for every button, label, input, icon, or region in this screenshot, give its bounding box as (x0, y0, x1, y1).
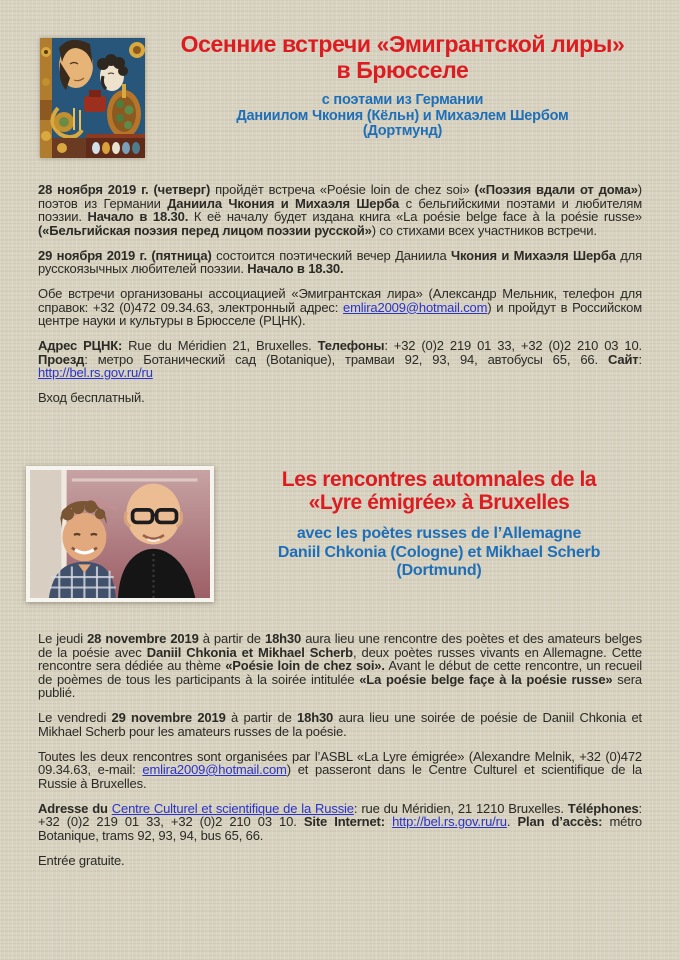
bold-text: Чкония и Михаэля Шерба (451, 247, 616, 263)
russian-subtitle-line3: (Дортмунд) (362, 123, 443, 139)
paragraph-fr-event-2 (38, 711, 642, 738)
text: à partir de (225, 710, 298, 725)
bold-text: Начало в 18.30. (247, 261, 344, 276)
paragraph-ru-organizers (38, 287, 642, 328)
text: aura lieu une rencontre des poètes et des amateurs belges de la poésie avec (38, 631, 642, 660)
russian-subtitle-line2: Даниилом Чкония (Кёльн) и Михаэлем Шербом (236, 107, 569, 124)
text: Avant le début de cette rencontre, un recueil de poèmes de tous les participants à la soirée intitulée (38, 658, 642, 687)
bold-text: 18h30 (297, 710, 334, 725)
bold-text: 29 ноября 2019 г. (пятница) (38, 247, 212, 263)
bold-text: Téléphones (567, 800, 639, 816)
hyperlink[interactable]: emlira2009@hotmail.com (142, 762, 287, 777)
text: aura lieu une soirée de poésie de Daniil Chkonia et Mikhael Scherb pour les amateurs russes de la poésie. (38, 710, 642, 739)
french-subtitle-line3: (Dortmund) (396, 562, 482, 579)
paragraph-fr-organizers (38, 750, 642, 791)
bold-text: 28 novembre 2019 (87, 631, 199, 646)
bold-text: («Поэзия вдали от дома» (474, 182, 638, 197)
text (385, 814, 392, 829)
russian-subtitle (150, 93, 655, 140)
text: à partir de (198, 631, 265, 646)
bold-text: Начало в 18.30. (87, 209, 189, 224)
text: ) и пройдут в Российском центре науки и культуры в Брюсселе (РЦНК). (38, 299, 643, 328)
text: с бельгийскими поэтами и любителям поэзии. (38, 195, 642, 224)
bold-text: Телефоны (317, 338, 385, 353)
bold-text: 18h30 (264, 631, 302, 646)
bold-text: «Poésie loin de chez soi». (225, 658, 385, 673)
french-body (38, 632, 642, 879)
text: . (506, 814, 518, 829)
text: Обе встречи организованы ассоциацией «Эмигрантская лира» (Александр Мельник, телефон для справок: +32 (0)472 09.34.63, электронный адрес: (38, 286, 642, 315)
bold-text: 29 novembre 2019 (111, 710, 226, 725)
poets-photo-image (26, 466, 214, 602)
text: , deux poètes russes vivants en Allemagne. Cette rencontre sera dédiée au thème (38, 644, 643, 673)
text: Rue du Méridien 21, Bruxelles. (122, 338, 318, 353)
text: : +32 (0)2 219 01 33, +32 (0)2 210 03 10. (384, 338, 642, 353)
text: sera publié. (38, 671, 642, 700)
french-subtitle-line2: Daniil Chkonia (Cologne) et Mikhael Scherb (277, 543, 601, 561)
french-subtitle-line1: avec les poètes russes de l’Allemagne (296, 525, 582, 542)
bold-text: Site Internet: (303, 814, 385, 829)
russian-body (38, 183, 642, 416)
text: ) со стихами всех участников встречи. (371, 222, 597, 238)
russian-title (150, 31, 655, 83)
bold-text: («Бельгийская поэзия перед лицом поэзии русской» (38, 222, 372, 238)
bold-text: Plan d’accès: (517, 814, 603, 829)
russian-title-line2: в Брюсселе (336, 57, 469, 83)
french-subtitle (213, 525, 665, 581)
text: : (638, 351, 642, 367)
hyperlink[interactable]: emlira2009@hotmail.com (343, 299, 488, 315)
russian-header (150, 31, 655, 140)
text: Entrée gratuite. (38, 852, 125, 868)
emigrant-lyre-artwork-image (40, 38, 145, 158)
text: состоится поэтический вечер Даниила (211, 247, 452, 263)
russian-title-line1: Осенние встречи «Эмигрантской лиры» (180, 31, 625, 57)
paragraph-ru-address (38, 339, 642, 380)
text: Вход бесплатный. (38, 390, 145, 405)
hyperlink[interactable]: http://bel.rs.gov.ru/ru (38, 365, 153, 380)
text: : метро Ботанический сад (Botanique), трамваи 92, 93, 94, автобусы 65, 66. (84, 351, 608, 367)
russian-subtitle-line1: с поэтами из Германии (321, 92, 484, 108)
poets-photo-illustration (30, 470, 210, 598)
text: Toutes les deux rencontres sont organisées par l’ASBL «La Lyre émigrée» (Alexandre Melnik, +32 (0)472 09.34.63, e-mail: (38, 748, 642, 777)
text: Le vendredi (38, 710, 112, 725)
bold-text: Adresse du (38, 800, 112, 816)
paragraph-ru-event-2 (38, 249, 642, 276)
french-title-line1: Les rencontres automnales de la (281, 468, 597, 491)
text: ) поэтов из Германии (38, 182, 642, 211)
paragraph-ru-event-1 (38, 183, 642, 237)
paragraph-ru-free-entry (38, 391, 642, 405)
text: : +32 (0)2 219 01 33, +32 (0)2 210 03 10. (38, 800, 642, 829)
text: для русскоязычных любителей поэзии. (38, 247, 642, 276)
text: пройдёт встреча «Poésie loin de chez soi» (210, 182, 475, 197)
text: ) et passeront dans le Centre Culturel et scientifique de la Russie à Bruxelles. (38, 762, 642, 791)
bold-text: Сайт (607, 351, 639, 367)
text: Le jeudi (38, 631, 88, 646)
paragraph-fr-free-entry (38, 854, 642, 868)
french-title-line2: «Lyre émigrée» à Bruxelles (308, 491, 570, 514)
bold-text: «La poésie belge façe à la poésie russe» (359, 671, 613, 687)
bold-text: Проезд (38, 351, 85, 367)
bold-text: Даниила Чкония и Михаэля Шерба (167, 195, 400, 211)
text: : rue du Méridien, 21 1210 Bruxelles. (353, 800, 568, 816)
french-header (213, 468, 665, 581)
bold-text: Daniil Chkonia et Mikhael Scherb (146, 644, 353, 660)
artwork-illustration (40, 38, 145, 158)
bold-text: 28 ноября 2019 г. (четверг) (38, 182, 211, 197)
hyperlink[interactable]: http://bel.rs.gov.ru/ru (392, 814, 507, 829)
text: métro Botanique, trams 92, 93, 94, bus 65, 66. (38, 814, 642, 843)
bold-text: Адрес РЦНК: (38, 338, 123, 353)
french-title (213, 468, 665, 514)
text: К её началу будет издана книга «La poésie belge face à la poésie russe» (188, 209, 642, 224)
paragraph-fr-event-1 (38, 632, 642, 700)
paragraph-fr-address (38, 802, 642, 843)
hyperlink[interactable]: Centre Culturel et scientifique de la Russie (111, 800, 354, 816)
